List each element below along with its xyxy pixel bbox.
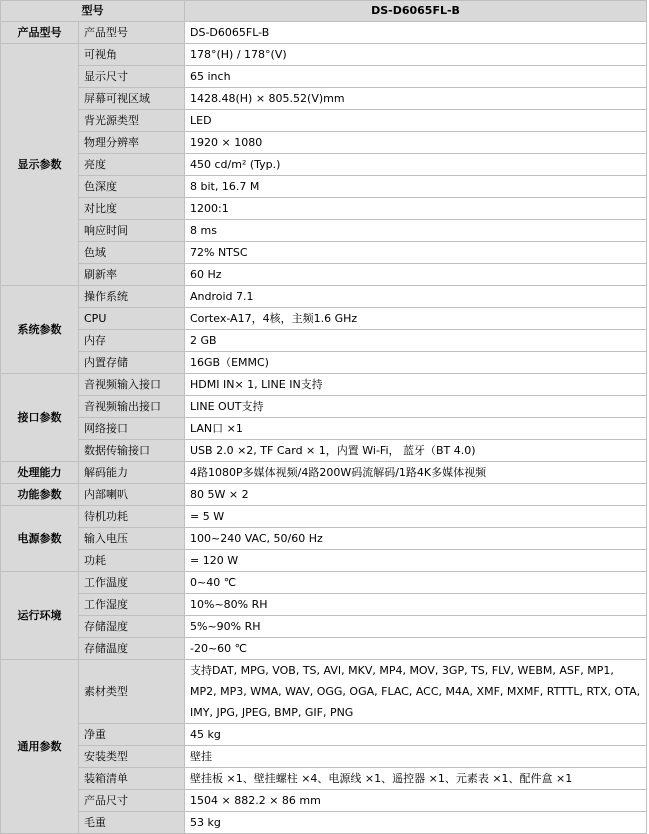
header-value: DS-D6065FL-B	[185, 1, 647, 22]
table-row	[1, 724, 647, 746]
param-value: 60 Hz	[185, 264, 647, 286]
category-label: 显示参数	[1, 44, 79, 286]
table-row	[1, 550, 647, 572]
param-label: 物理分辨率	[79, 132, 185, 154]
param-value: 16GB（EMMC)	[185, 352, 647, 374]
param-label: 输入电压	[79, 528, 185, 550]
param-value: LINE OUT支持	[185, 396, 647, 418]
param-value: 80 5W × 2	[185, 484, 647, 506]
param-label: 亮度	[79, 154, 185, 176]
table-row	[1, 418, 647, 440]
table-row	[1, 660, 647, 724]
param-value: = 5 W	[185, 506, 647, 528]
param-value: Android 7.1	[185, 286, 647, 308]
param-value: HDMI IN× 1, LINE IN支持	[185, 374, 647, 396]
param-value: 1428.48(H) × 805.52(V)mm	[185, 88, 647, 110]
param-label: 净重	[79, 724, 185, 746]
param-value: 1504 × 882.2 × 86 mm	[185, 790, 647, 812]
table-row	[1, 110, 647, 132]
param-value: 1920 × 1080	[185, 132, 647, 154]
param-value: 53 kg	[185, 812, 647, 834]
table-row	[1, 308, 647, 330]
category-label: 功能参数	[1, 484, 79, 506]
param-value: 0~40 ℃	[185, 572, 647, 594]
table-row	[1, 198, 647, 220]
param-value: 支持DAT, MPG, VOB, TS, AVI, MKV, MP4, MOV, 3GP, TS, FLV, WEBM, ASF, MP1, MP2, MP3, WMA, WAV, OGG, OGA, FLAC, ACC, M4A, XMF, MXMF, RTTTL, RTX, OTA, IMY, JPG, JPEG, BMP, GIF, PNG	[185, 660, 647, 724]
table-row	[1, 220, 647, 242]
param-label: 可视角	[79, 44, 185, 66]
param-value: 178°(H) / 178°(V)	[185, 44, 647, 66]
table-row	[1, 22, 647, 44]
table-row	[1, 374, 647, 396]
param-label: 内置存储	[79, 352, 185, 374]
param-label: 工作湿度	[79, 594, 185, 616]
param-label: 色域	[79, 242, 185, 264]
param-label: 色深度	[79, 176, 185, 198]
param-value: 壁挂	[185, 746, 647, 768]
param-label: 数据传输接口	[79, 440, 185, 462]
table-row	[1, 484, 647, 506]
param-label: 功耗	[79, 550, 185, 572]
table-row	[1, 44, 647, 66]
category-label: 电源参数	[1, 506, 79, 572]
table-row	[1, 176, 647, 198]
param-label: 产品型号	[79, 22, 185, 44]
table-row	[1, 352, 647, 374]
param-value: 8 bit, 16.7 M	[185, 176, 647, 198]
param-label: 显示尺寸	[79, 66, 185, 88]
table-row	[1, 528, 647, 550]
param-value: 2 GB	[185, 330, 647, 352]
param-value: 65 inch	[185, 66, 647, 88]
param-value: 8 ms	[185, 220, 647, 242]
param-value: 4路1080P多媒体视频/4路200W码流解码/1路4K多媒体视频	[185, 462, 647, 484]
category-label: 系统参数	[1, 286, 79, 374]
param-label: 产品尺寸	[79, 790, 185, 812]
table-row	[1, 594, 647, 616]
param-value: LED	[185, 110, 647, 132]
param-label: 音视频输入接口	[79, 374, 185, 396]
param-label: CPU	[79, 308, 185, 330]
param-label: 存储温度	[79, 638, 185, 660]
param-value: 10%~80% RH	[185, 594, 647, 616]
table-row	[1, 790, 647, 812]
param-value: 100~240 VAC, 50/60 Hz	[185, 528, 647, 550]
param-label: 对比度	[79, 198, 185, 220]
param-value: 壁挂板 ×1、壁挂螺柱 ×4、电源线 ×1、遥控器 ×1、元素表 ×1、配件盒 ×1	[185, 768, 647, 790]
param-value: DS-D6065FL-B	[185, 22, 647, 44]
table-row	[1, 132, 647, 154]
table-row	[1, 286, 647, 308]
table-row	[1, 768, 647, 790]
table-row	[1, 506, 647, 528]
category-label: 运行环境	[1, 572, 79, 660]
table-row	[1, 88, 647, 110]
param-label: 装箱清单	[79, 768, 185, 790]
param-value: USB 2.0 ×2, TF Card × 1，内置 Wi-Fi， 蓝牙（BT 4.0)	[185, 440, 647, 462]
param-label: 存储湿度	[79, 616, 185, 638]
table-row	[1, 264, 647, 286]
category-label: 处理能力	[1, 462, 79, 484]
param-label: 刷新率	[79, 264, 185, 286]
param-label: 毛重	[79, 812, 185, 834]
param-label: 内部喇叭	[79, 484, 185, 506]
param-value: 45 kg	[185, 724, 647, 746]
table-row	[1, 746, 647, 768]
param-value: = 120 W	[185, 550, 647, 572]
param-value: 450 cd/m² (Typ.)	[185, 154, 647, 176]
param-label: 安装类型	[79, 746, 185, 768]
table-row	[1, 66, 647, 88]
param-value: Cortex-A17，4核，主频1.6 GHz	[185, 308, 647, 330]
table-row	[1, 572, 647, 594]
param-value: 1200:1	[185, 198, 647, 220]
table-row	[1, 396, 647, 418]
header-label: 型号	[1, 1, 185, 22]
param-label: 待机功耗	[79, 506, 185, 528]
table-row	[1, 330, 647, 352]
category-label: 接口参数	[1, 374, 79, 462]
param-value: -20~60 ℃	[185, 638, 647, 660]
param-label: 解码能力	[79, 462, 185, 484]
category-label: 产品型号	[1, 22, 79, 44]
table-row	[1, 154, 647, 176]
param-label: 素材类型	[79, 660, 185, 724]
table-row	[1, 440, 647, 462]
param-label: 音视频输出接口	[79, 396, 185, 418]
param-label: 网络接口	[79, 418, 185, 440]
category-label: 通用参数	[1, 660, 79, 834]
table-row	[1, 638, 647, 660]
param-label: 响应时间	[79, 220, 185, 242]
table-row	[1, 616, 647, 638]
param-label: 背光源类型	[79, 110, 185, 132]
header-row	[1, 1, 647, 22]
param-value: LAN口 ×1	[185, 418, 647, 440]
param-label: 操作系统	[79, 286, 185, 308]
table-row	[1, 812, 647, 834]
spec-body	[1, 22, 647, 834]
param-label: 内存	[79, 330, 185, 352]
param-label: 工作温度	[79, 572, 185, 594]
param-value: 5%~90% RH	[185, 616, 647, 638]
table-row	[1, 242, 647, 264]
table-row	[1, 462, 647, 484]
param-value: 72% NTSC	[185, 242, 647, 264]
param-label: 屏幕可视区域	[79, 88, 185, 110]
